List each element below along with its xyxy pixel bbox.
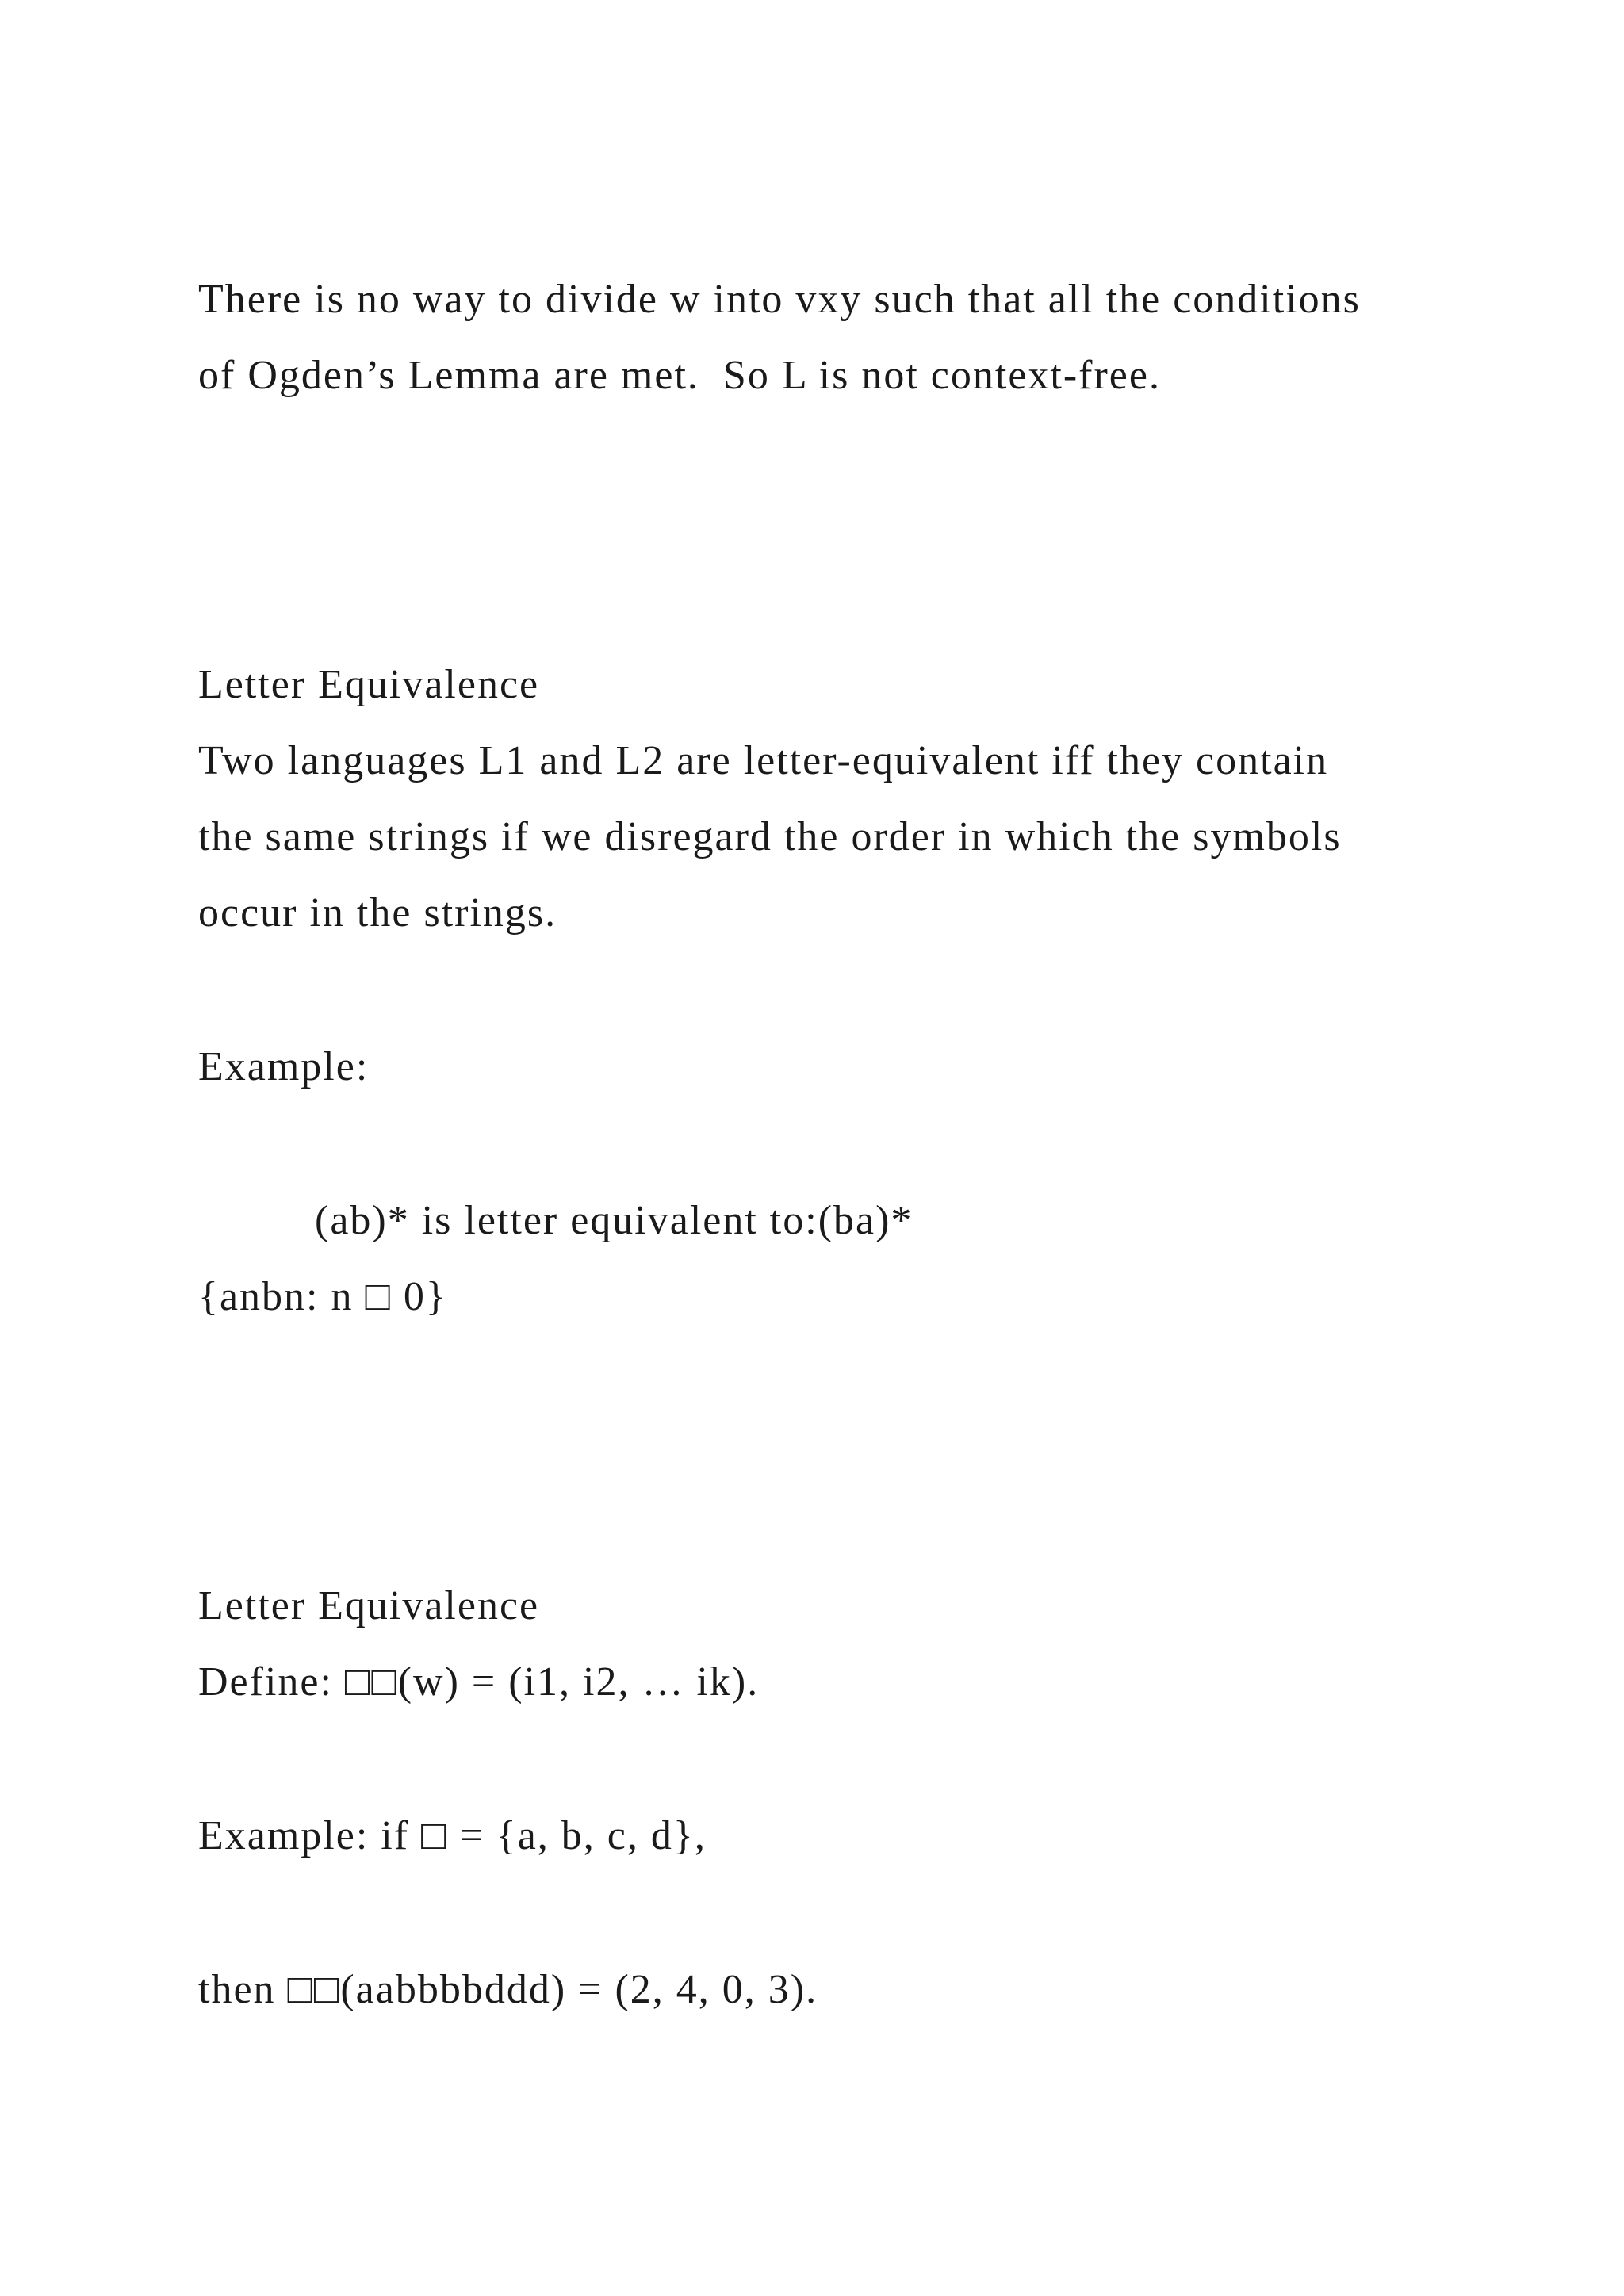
paragraph-line: Two languages L1 and L2 are letter-equivalent iff they contain (198, 738, 1329, 783)
paragraph-line: There is no way to divide w into vxy such that all the conditions (198, 277, 1361, 322)
example-line: Example: if □ = {a, b, c, d}, (198, 1813, 707, 1858)
section-heading: Letter Equivalence (198, 662, 540, 707)
example-label: Example: (198, 1044, 370, 1089)
example-line: {anbn: n □ 0} (198, 1274, 447, 1319)
example-line: then □□(aabbbbddd) = (2, 4, 0, 3). (198, 1967, 818, 2012)
example-line: (ab)* is letter equivalent to:(ba)* (315, 1198, 914, 1243)
paragraph-line: the same strings if we disregard the order in which the symbols (198, 814, 1342, 859)
paragraph-line: occur in the strings. (198, 890, 557, 936)
paragraph-line: of Ogden’s Lemma are met. So L is not context-free. (198, 353, 1161, 398)
definition-line: Define: □□(w) = (i1, i2, … ik). (198, 1659, 760, 1705)
section-heading: Letter Equivalence (198, 1583, 540, 1628)
